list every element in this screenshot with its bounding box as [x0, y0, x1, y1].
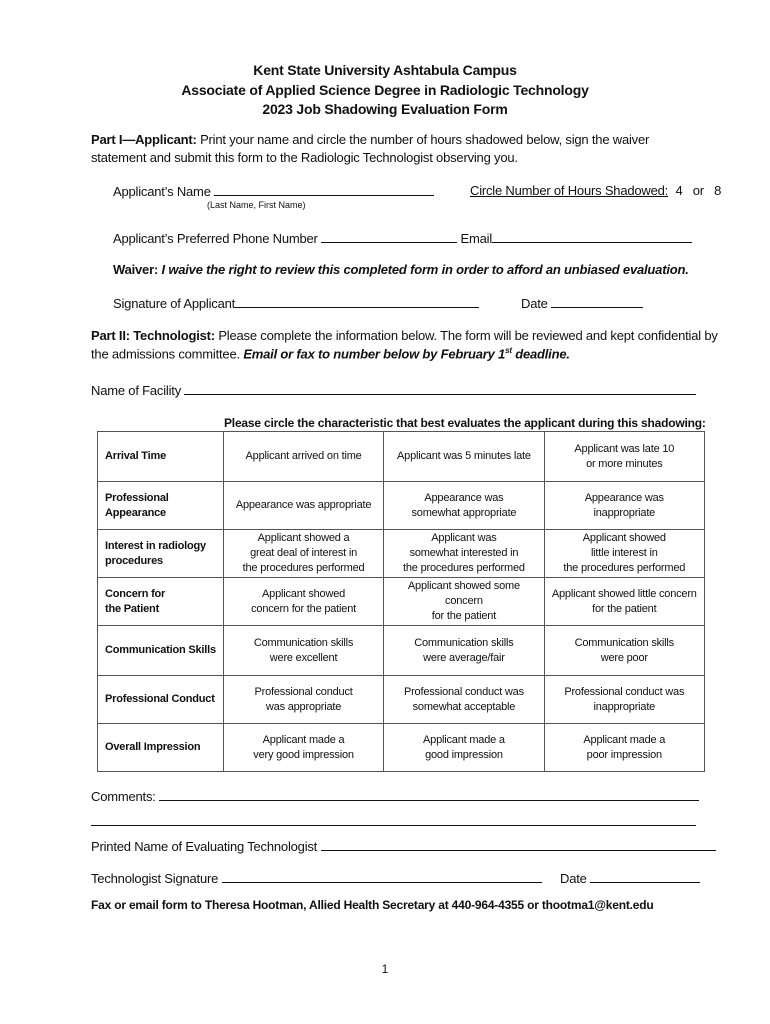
rating-option-cell[interactable]: Communication skills were average/fair [384, 626, 544, 676]
facility-label: Name of Facility [91, 383, 181, 398]
deadline-text-b: deadline. [511, 346, 570, 362]
criterion-cell: Interest in radiology procedures [98, 530, 224, 578]
rating-option-cell[interactable]: Appearance was appropriate [223, 482, 383, 530]
tech-signature-label: Technologist Signature [91, 871, 219, 886]
date-label: Date [521, 296, 548, 311]
rating-option-cell[interactable]: Appearance was inappropriate [544, 482, 704, 530]
form-program: Associate of Applied Science Degree in Radiologic Technology [181, 82, 589, 98]
table-row [98, 482, 705, 530]
comments-row [91, 788, 699, 804]
hours-label: Circle Number of Hours Shadowed: [470, 183, 669, 198]
part1-label: Part I—Applicant: [91, 132, 197, 147]
rating-option-cell[interactable]: Applicant was 5 minutes late [384, 432, 544, 482]
signature-row [113, 295, 479, 311]
phone-row [113, 230, 692, 246]
tech-signature-row [91, 870, 542, 886]
rating-option-cell[interactable]: Applicant showed little interest in the procedures performed [544, 530, 704, 578]
tech-signature-field[interactable] [222, 870, 542, 883]
criterion-cell: Arrival Time [98, 432, 224, 482]
tech-date-field[interactable] [590, 870, 700, 883]
rating-option-cell[interactable]: Applicant made a good impression [384, 724, 544, 772]
criterion-cell: Professional Conduct [98, 676, 224, 724]
printed-name-field[interactable] [321, 838, 716, 851]
criterion-cell: Overall Impression [98, 724, 224, 772]
tech-date-label: Date [560, 871, 587, 886]
page-number: 1 [381, 962, 389, 976]
table-row [98, 530, 705, 578]
part2-intro-line2 [91, 346, 570, 361]
criterion-cell: Concern for the Patient [98, 578, 224, 626]
waiver-label: Waiver: [113, 262, 159, 277]
comments-label: Comments: [91, 789, 156, 804]
phone-field[interactable] [321, 230, 457, 243]
table-row [98, 676, 705, 724]
applicant-name-label: Applicant’s Name [113, 184, 211, 199]
fax-instructions: Fax or email form to Theresa Hootman, Allied Health Secretary at 440-964-4355 or thootma1@kent.edu [91, 898, 654, 912]
deadline-sup: st [505, 346, 512, 355]
table-row [98, 578, 705, 626]
evaluation-table [97, 431, 705, 772]
rating-option-cell[interactable]: Professional conduct was somewhat acceptable [384, 676, 544, 724]
comments-extra-line[interactable] [91, 825, 696, 826]
applicant-name-field[interactable] [214, 183, 434, 196]
rating-option-cell[interactable]: Applicant showed concern for the patient [223, 578, 383, 626]
table-row [98, 724, 705, 772]
rating-option-cell[interactable]: Communication skills were excellent [223, 626, 383, 676]
rating-option-cell[interactable]: Applicant showed some concern for the patient [384, 578, 544, 626]
rating-option-cell[interactable]: Applicant made a very good impression [223, 724, 383, 772]
rating-option-cell[interactable]: Applicant was somewhat interested in the procedures performed [384, 530, 544, 578]
criterion-cell: Communication Skills [98, 626, 224, 676]
date-field[interactable] [551, 295, 643, 308]
part2-label: Part II: Technologist: [91, 328, 215, 343]
table-caption: Please circle the characteristic that best evaluates the applicant during this shadowing: [224, 416, 706, 430]
rating-option-cell[interactable]: Professional conduct was inappropriate [544, 676, 704, 724]
facility-row [91, 382, 696, 398]
applicant-name-hint: (Last Name, First Name) [207, 200, 306, 210]
hours-row [470, 183, 721, 198]
hours-options[interactable]: 4 or 8 [675, 183, 722, 198]
signature-label: Signature of Applicant [113, 296, 236, 311]
part1-text-a: Print your name and circle the number of hours shadowed below, sign the waiver [196, 132, 650, 147]
signature-field[interactable] [235, 295, 479, 308]
printed-name-row [91, 838, 716, 854]
form-institution: Kent State University Ashtabula Campus [253, 62, 517, 78]
part1-intro-line1 [91, 132, 649, 147]
rating-option-cell[interactable]: Applicant showed a great deal of interest in the procedures performed [223, 530, 383, 578]
table-row [98, 432, 705, 482]
email-field[interactable] [492, 230, 692, 243]
rating-option-cell[interactable]: Communication skills were poor [544, 626, 704, 676]
email-label: Email [460, 231, 493, 246]
part2-intro-line1 [91, 328, 718, 343]
waiver-text: I waive the right to review this completed form in order to afford an unbiased evaluation. [161, 262, 689, 277]
phone-label: Applicant’s Preferred Phone Number [113, 231, 318, 246]
comments-field[interactable] [159, 788, 699, 801]
part2-text-a: Please complete the information below. The form will be reviewed and kept confidential by [214, 328, 718, 343]
rating-option-cell[interactable]: Applicant made a poor impression [544, 724, 704, 772]
printed-name-label: Printed Name of Evaluating Technologist [91, 839, 318, 854]
rating-option-cell[interactable]: Applicant arrived on time [223, 432, 383, 482]
evaluation-table-body [98, 432, 705, 772]
rating-option-cell[interactable]: Applicant showed little concern for the patient [544, 578, 704, 626]
form-title: 2023 Job Shadowing Evaluation Form [262, 101, 508, 117]
tech-date-row [560, 870, 700, 886]
table-row [98, 626, 705, 676]
rating-option-cell[interactable]: Professional conduct was appropriate [223, 676, 383, 724]
rating-option-cell[interactable]: Applicant was late 10 or more minutes [544, 432, 704, 482]
deadline-text-a: Email or fax to number below by February 1 [243, 346, 506, 362]
part1-text-b: statement and submit this form to the Radiologic Technologist observing you. [91, 150, 518, 165]
applicant-name-row [113, 183, 434, 199]
waiver-row [113, 262, 689, 277]
date-row [521, 295, 643, 311]
facility-field[interactable] [184, 382, 696, 395]
part2-text-b: the admissions committee. [91, 346, 244, 362]
rating-option-cell[interactable]: Appearance was somewhat appropriate [384, 482, 544, 530]
criterion-cell: Professional Appearance [98, 482, 224, 530]
